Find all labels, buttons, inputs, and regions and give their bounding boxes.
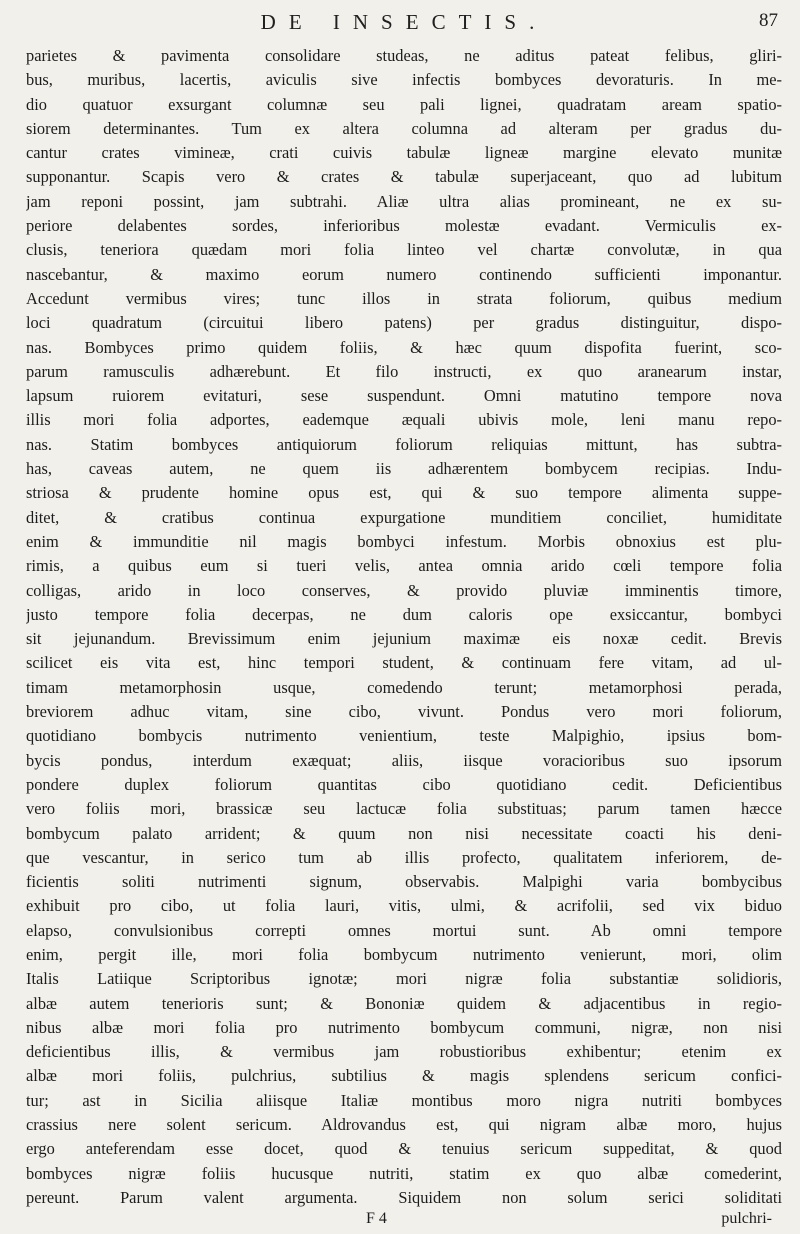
text-line: deficientibus illis, & vermibus jam robustioribus exhibentur; etenim ex [26, 1042, 782, 1062]
text-line: timam metamorphosin usque, comedendo terunt; metamorphosi perada, [26, 677, 782, 697]
text-line: nas. Statim bombyces antiquiorum foliorum reliquias mittunt, has subtra- [26, 434, 782, 454]
signature-mark: F 4 [366, 1210, 387, 1228]
text-line: ditet, & cratibus continua expurgatione munditiem conciliet, humiditate [26, 507, 782, 527]
text-line: has, caveas autem, ne quem iis adhærentem bombycem recipias. Indu- [26, 459, 782, 479]
text-line: periore delabentes sordes, inferioribus molestæ evadant. Vermiculis ex- [26, 216, 782, 236]
text-line: elapso, convulsionibus correpti omnes mortui sunt. Ab omni tempore [26, 920, 782, 940]
body-text [26, 44, 782, 1210]
text-line: enim & immunditie nil magis bombyci infestum. Morbis obnoxius est plu- [26, 531, 782, 551]
text-line: vero foliis mori, brassicæ seu lactucæ folia substituas; parum tamen hæcce [26, 799, 782, 819]
text-line: colligas, arido in loco conserves, & provido pluviæ imminentis timore, [26, 580, 782, 600]
page-number: 87 [759, 10, 778, 31]
text-line: parum ramusculis adhærebunt. Et filo instructi, ex quo aranearum instar, [26, 361, 782, 381]
text-line: Accedunt vermibus vires; tunc illos in strata foliorum, quibus medium [26, 288, 782, 308]
text-line: crassius nere solent sericum. Aldrovandus est, qui nigram albæ moro, hujus [26, 1115, 782, 1135]
running-head: DE INSECTIS. [260, 10, 548, 34]
text-line: lapsum ruiorem evitaturi, sese suspendunt. Omni matutino tempore nova [26, 386, 782, 406]
text-line: nibus albæ mori folia pro nutrimento bombycum communi, nigræ, non nisi [26, 1017, 782, 1037]
text-line: sit jejunandum. Brevissimum enim jejunium maximæ eis noxæ cedit. Brevis [26, 629, 782, 649]
text-line: albæ mori foliis, pulchrius, subtilius & magis splendens sericum confici- [26, 1066, 782, 1086]
text-line: que vescantur, in serico tum ab illis profecto, qualitatem inferiorem, de- [26, 847, 782, 867]
text-line: ergo anteferendam esse docet, quod & tenuius sericum suppeditat, & quod [26, 1139, 782, 1159]
text-line: nas. Bombyces primo quidem foliis, & hæc quum dispofita fuerint, sco- [26, 337, 782, 357]
text-line: tur; ast in Sicilia aliisque Italiæ montibus moro nigra nutriti bombyces [26, 1090, 782, 1110]
text-line: striosa & prudente homine opus est, qui & suo tempore alimenta suppe- [26, 483, 782, 503]
text-line: supponantur. Scapis vero & crates & tabulæ superjaceant, quo ad lubitum [26, 167, 782, 187]
text-line: cantur crates vimineæ, crati cuivis tabulæ ligneæ margine elevato munitæ [26, 143, 782, 163]
text-line: bombycum palato arrident; & quum non nisi necessitate coacti his deni- [26, 823, 782, 843]
text-line: bombyces nigræ foliis hucusque nutriti, statim ex quo albæ comederint, [26, 1163, 782, 1183]
text-line: pondere duplex foliorum quantitas cibo quotidiano cedit. Deficientibus [26, 774, 782, 794]
text-line: dio quatuor exsurgant columnæ seu pali lignei, quadratam aream spatio- [26, 94, 782, 114]
text-line: jam reponi possint, jam subtrahi. Aliæ ultra alias promineant, ne ex su- [26, 191, 782, 211]
page-footer [26, 1210, 782, 1234]
text-line: justo tempore folia decerpas, ne dum caloris ope exsiccantur, bombyci [26, 604, 782, 624]
text-line: illis mori folia adportes, eademque æquali ubivis mole, leni manu repo- [26, 410, 782, 430]
text-line: Italis Latiique Scriptoribus ignotæ; mori nigræ folia substantiæ solidioris, [26, 969, 782, 989]
text-line: quotidiano bombycis nutrimento venientium, teste Malpighio, ipsius bom- [26, 726, 782, 746]
text-line: parietes & pavimenta consolidare studeas, ne aditus pateat felibus, gliri- [26, 46, 782, 65]
text-line: bycis pondus, interdum exæquat; aliis, iisque voracioribus suo ipsorum [26, 750, 782, 770]
text-line: rimis, a quibus eum si tueri velis, antea omnia arido cœli tempore folia [26, 556, 782, 576]
text-line: enim, pergit ille, mori folia bombycum nutrimento venierunt, mori, olim [26, 944, 782, 964]
text-line: pereunt. Parum valent argumenta. Siquidem non solum serici soliditati [26, 1187, 782, 1207]
text-line: loci quadratum (circuitui libero patens) per gradus distinguitur, dispo- [26, 313, 782, 333]
text-line: exhibuit pro cibo, ut folia lauri, vitis, ulmi, & acrifolii, sed vix biduo [26, 896, 782, 916]
text-line: ficientis soliti nutrimenti signum, observabis. Malpighi varia bombycibus [26, 872, 782, 892]
text-line: scilicet eis vita est, hinc tempori student, & continuam fere vitam, ad ul- [26, 653, 782, 673]
text-line: clusis, teneriora quædam mori folia linteo vel chartæ convolutæ, in qua [26, 240, 782, 260]
text-line: nascebantur, & maximo eorum numero continendo sufficienti imponantur. [26, 264, 782, 284]
text-line: albæ autem tenerioris sunt; & Bononiæ quidem & adjacentibus in regio- [26, 993, 782, 1013]
page-header [26, 8, 782, 44]
text-line: bus, muribus, lacertis, aviculis sive infectis bombyces devoraturis. In me- [26, 70, 782, 90]
text-line: breviorem adhuc vitam, sine cibo, vivunt. Pondus vero mori foliorum, [26, 702, 782, 722]
text-line: siorem determinantes. Tum ex altera columna ad alteram per gradus du- [26, 118, 782, 138]
catchword: pulchri- [721, 1210, 772, 1228]
